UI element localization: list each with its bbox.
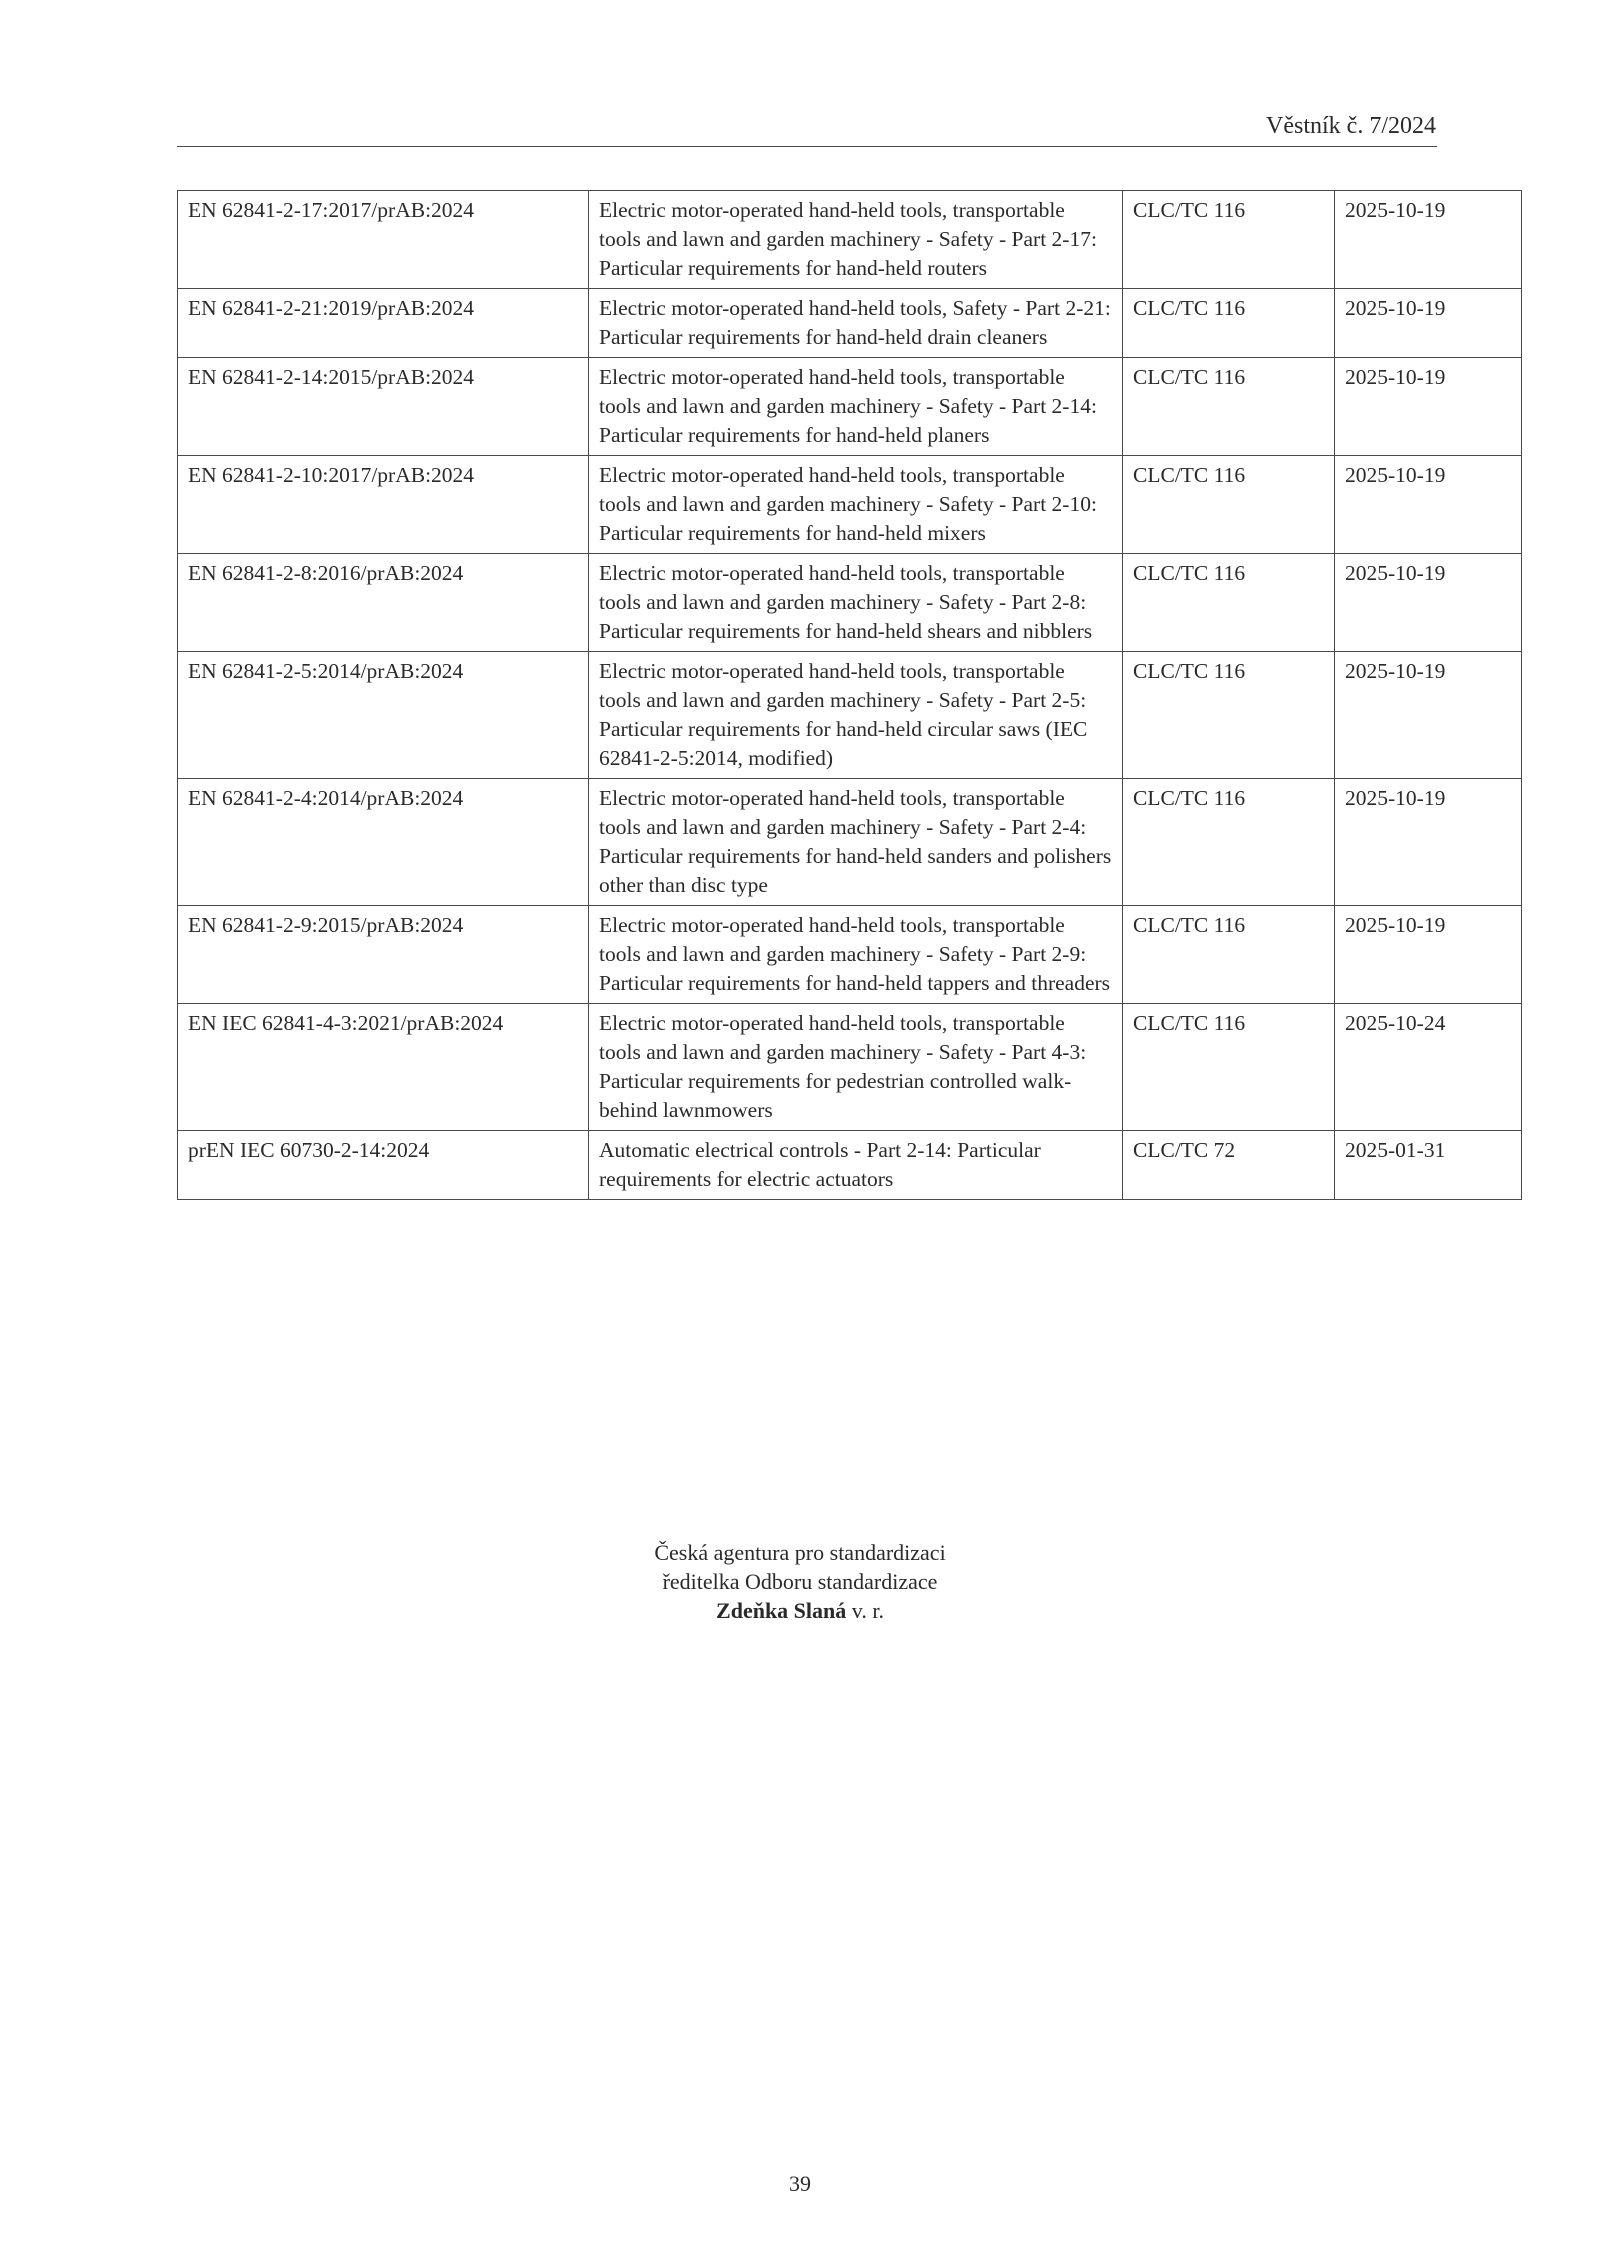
standard-title: Electric motor-operated hand-held tools, transportable tools and lawn and garden machinery - Safety - Part 2-4: Particular requirements for hand-held sanders and polishers other than disc type xyxy=(589,779,1123,906)
technical-committee: CLC/TC 116 xyxy=(1123,652,1335,779)
standard-code: EN 62841-2-10:2017/prAB:2024 xyxy=(178,456,589,554)
page-number: 39 xyxy=(789,2171,811,2196)
comment-deadline: 2025-10-19 xyxy=(1335,906,1522,1004)
signatory-name: Zdeňka Slaná xyxy=(716,1598,847,1623)
table-row xyxy=(178,1004,1522,1131)
technical-committee: CLC/TC 116 xyxy=(1123,779,1335,906)
table-row xyxy=(178,1131,1522,1200)
technical-committee: CLC/TC 72 xyxy=(1123,1131,1335,1200)
technical-committee: CLC/TC 116 xyxy=(1123,456,1335,554)
standard-code: EN 62841-2-21:2019/prAB:2024 xyxy=(178,289,589,358)
table-row xyxy=(178,289,1522,358)
standard-title: Electric motor-operated hand-held tools, transportable tools and lawn and garden machinery - Safety - Part 2-10: Particular requirements for hand-held mixers xyxy=(589,456,1123,554)
standard-title: Electric motor-operated hand-held tools, transportable tools and lawn and garden machinery - Safety - Part 2-14: Particular requirements for hand-held planers xyxy=(589,358,1123,456)
standard-title: Electric motor-operated hand-held tools, transportable tools and lawn and garden machinery - Safety - Part 2-9: Particular requirements for hand-held tappers and threaders xyxy=(589,906,1123,1004)
standard-title: Electric motor-operated hand-held tools, transportable tools and lawn and garden machinery - Safety - Part 2-17: Particular requirements for hand-held routers xyxy=(589,191,1123,289)
standard-title: Electric motor-operated hand-held tools, transportable tools and lawn and garden machinery - Safety - Part 4-3: Particular requirements for pedestrian controlled walk-behind lawnmowers xyxy=(589,1004,1123,1131)
technical-committee: CLC/TC 116 xyxy=(1123,554,1335,652)
standard-title: Electric motor-operated hand-held tools, transportable tools and lawn and garden machinery - Safety - Part 2-8: Particular requirements for hand-held shears and nibblers xyxy=(589,554,1123,652)
table-row xyxy=(178,652,1522,779)
comment-deadline: 2025-10-19 xyxy=(1335,554,1522,652)
standard-title: Electric motor-operated hand-held tools, Safety - Part 2-21: Particular requirements for hand-held drain cleaners xyxy=(589,289,1123,358)
standard-code: EN 62841-2-9:2015/prAB:2024 xyxy=(178,906,589,1004)
comment-deadline: 2025-10-19 xyxy=(1335,289,1522,358)
technical-committee: CLC/TC 116 xyxy=(1123,289,1335,358)
comment-deadline: 2025-10-24 xyxy=(1335,1004,1522,1131)
technical-committee: CLC/TC 116 xyxy=(1123,191,1335,289)
table-row xyxy=(178,191,1522,289)
table-row xyxy=(178,779,1522,906)
standard-code: prEN IEC 60730-2-14:2024 xyxy=(178,1131,589,1200)
signature-block xyxy=(0,1538,1600,1625)
comment-deadline: 2025-10-19 xyxy=(1335,456,1522,554)
standard-code: EN 62841-2-14:2015/prAB:2024 xyxy=(178,358,589,456)
comment-deadline: 2025-10-19 xyxy=(1335,652,1522,779)
comment-deadline: 2025-10-19 xyxy=(1335,779,1522,906)
standard-code: EN 62841-2-5:2014/prAB:2024 xyxy=(178,652,589,779)
standard-code: EN 62841-2-8:2016/prAB:2024 xyxy=(178,554,589,652)
table-row xyxy=(178,554,1522,652)
signature-suffix: v. r. xyxy=(851,1598,884,1623)
technical-committee: CLC/TC 116 xyxy=(1123,1004,1335,1131)
header-divider xyxy=(177,146,1437,147)
technical-committee: CLC/TC 116 xyxy=(1123,906,1335,1004)
signature-organization: Česká agentura pro standardizaci xyxy=(654,1540,946,1565)
standard-code: EN IEC 62841-4-3:2021/prAB:2024 xyxy=(178,1004,589,1131)
standard-title: Electric motor-operated hand-held tools, transportable tools and lawn and garden machinery - Safety - Part 2-5: Particular requirements for hand-held circular saws (IEC 62841-2-5:2014, modified) xyxy=(589,652,1123,779)
technical-committee: CLC/TC 116 xyxy=(1123,358,1335,456)
signature-position: ředitelka Odboru standardizace xyxy=(662,1569,938,1594)
comment-deadline: 2025-10-19 xyxy=(1335,358,1522,456)
standard-code: EN 62841-2-17:2017/prAB:2024 xyxy=(178,191,589,289)
standards-table xyxy=(177,190,1522,1200)
standard-title: Automatic electrical controls - Part 2-14: Particular requirements for electric actuators xyxy=(589,1131,1123,1200)
standard-code: EN 62841-2-4:2014/prAB:2024 xyxy=(178,779,589,906)
table-row xyxy=(178,906,1522,1004)
bulletin-title: Věstník č. 7/2024 xyxy=(1266,113,1436,139)
standards-table-body xyxy=(178,191,1522,1200)
signature-line xyxy=(0,1596,1600,1625)
comment-deadline: 2025-01-31 xyxy=(1335,1131,1522,1200)
table-row xyxy=(178,358,1522,456)
table-row xyxy=(178,456,1522,554)
comment-deadline: 2025-10-19 xyxy=(1335,191,1522,289)
